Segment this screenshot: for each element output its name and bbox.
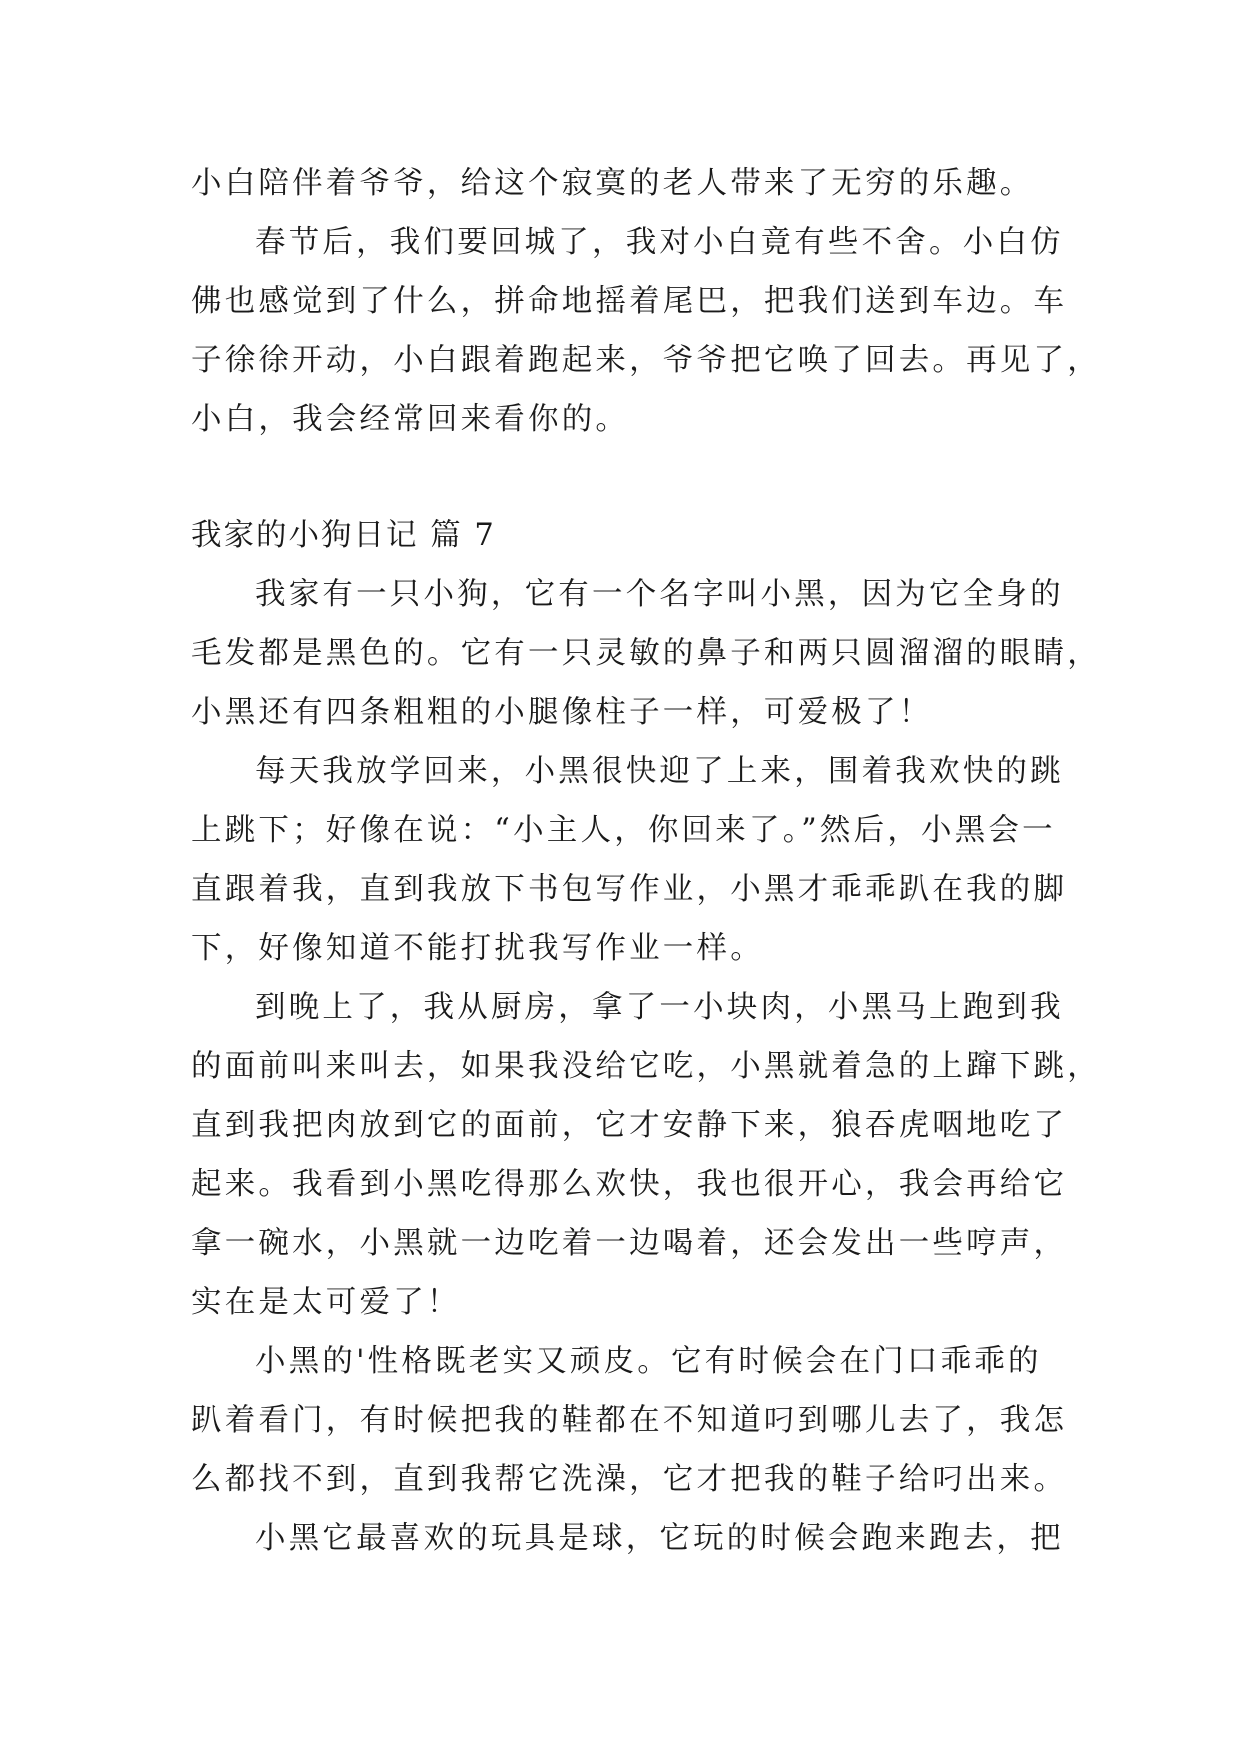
paragraph-line: 小黑还有四条粗粗的小腿像柱子一样，可爱极了！ <box>191 695 933 730</box>
paragraph-line: 佛也感觉到了什么，拼命地摇着尾巴，把我们送到车边。车 <box>191 284 1068 319</box>
paragraph-line: 下，好像知道不能打扰我写作业一样。 <box>191 931 764 966</box>
paragraph-line: 直到我把肉放到它的面前，它才安静下来，狼吞虎咽地吃了 <box>191 1108 1068 1143</box>
paragraph-line: 小黑的'性格既老实又顽皮。它有时候会在门口乖乖的 <box>255 1344 1042 1379</box>
paragraph-line: 小白陪伴着爷爷，给这个寂寞的老人带来了无穷的乐趣。 <box>191 166 1034 201</box>
paragraph-line: 么都找不到，直到我帮它洗澡，它才把我的鞋子给叼出来。 <box>191 1462 1068 1497</box>
paragraph-line: 实在是太可爱了！ <box>191 1285 461 1320</box>
paragraph-line: 小黑它最喜欢的玩具是球，它玩的时候会跑来跑去，把 <box>255 1521 1064 1556</box>
paragraph-line: 的面前叫来叫去，如果我没给它吃，小黑就着急的上蹿下跳， <box>191 1049 1101 1084</box>
paragraph-line: 起来。我看到小黑吃得那么欢快，我也很开心，我会再给它 <box>191 1167 1068 1202</box>
paragraph-line: 直跟着我，直到我放下书包写作业，小黑才乖乖趴在我的脚 <box>191 872 1068 907</box>
paragraph-line: 趴着看门，有时候把我的鞋都在不知道叼到哪儿去了，我怎 <box>191 1403 1068 1438</box>
paragraph-line: 小白，我会经常回来看你的。 <box>191 402 630 437</box>
paragraph-line: 拿一碗水，小黑就一边吃着一边喝着，还会发出一些哼声， <box>191 1226 1068 1261</box>
section-heading: 我家的小狗日记 篇 7 <box>191 518 496 553</box>
paragraph-line: 上跳下；好像在说：“小主人，你回来了。”然后，小黑会一 <box>191 813 1056 848</box>
paragraph-line: 子徐徐开动，小白跟着跑起来，爷爷把它唤了回去。再见了， <box>191 343 1101 378</box>
paragraph-line: 到晚上了，我从厨房，拿了一小块肉，小黑马上跑到我 <box>255 990 1064 1025</box>
paragraph-line: 每天我放学回来，小黑很快迎了上来，围着我欢快的跳 <box>255 754 1064 789</box>
paragraph-line: 我家有一只小狗，它有一个名字叫小黑，因为它全身的 <box>255 577 1064 612</box>
paragraph-line: 春节后，我们要回城了，我对小白竟有些不舍。小白仿 <box>255 225 1064 260</box>
paragraph-line: 毛发都是黑色的。它有一只灵敏的鼻子和两只圆溜溜的眼睛， <box>191 636 1101 671</box>
